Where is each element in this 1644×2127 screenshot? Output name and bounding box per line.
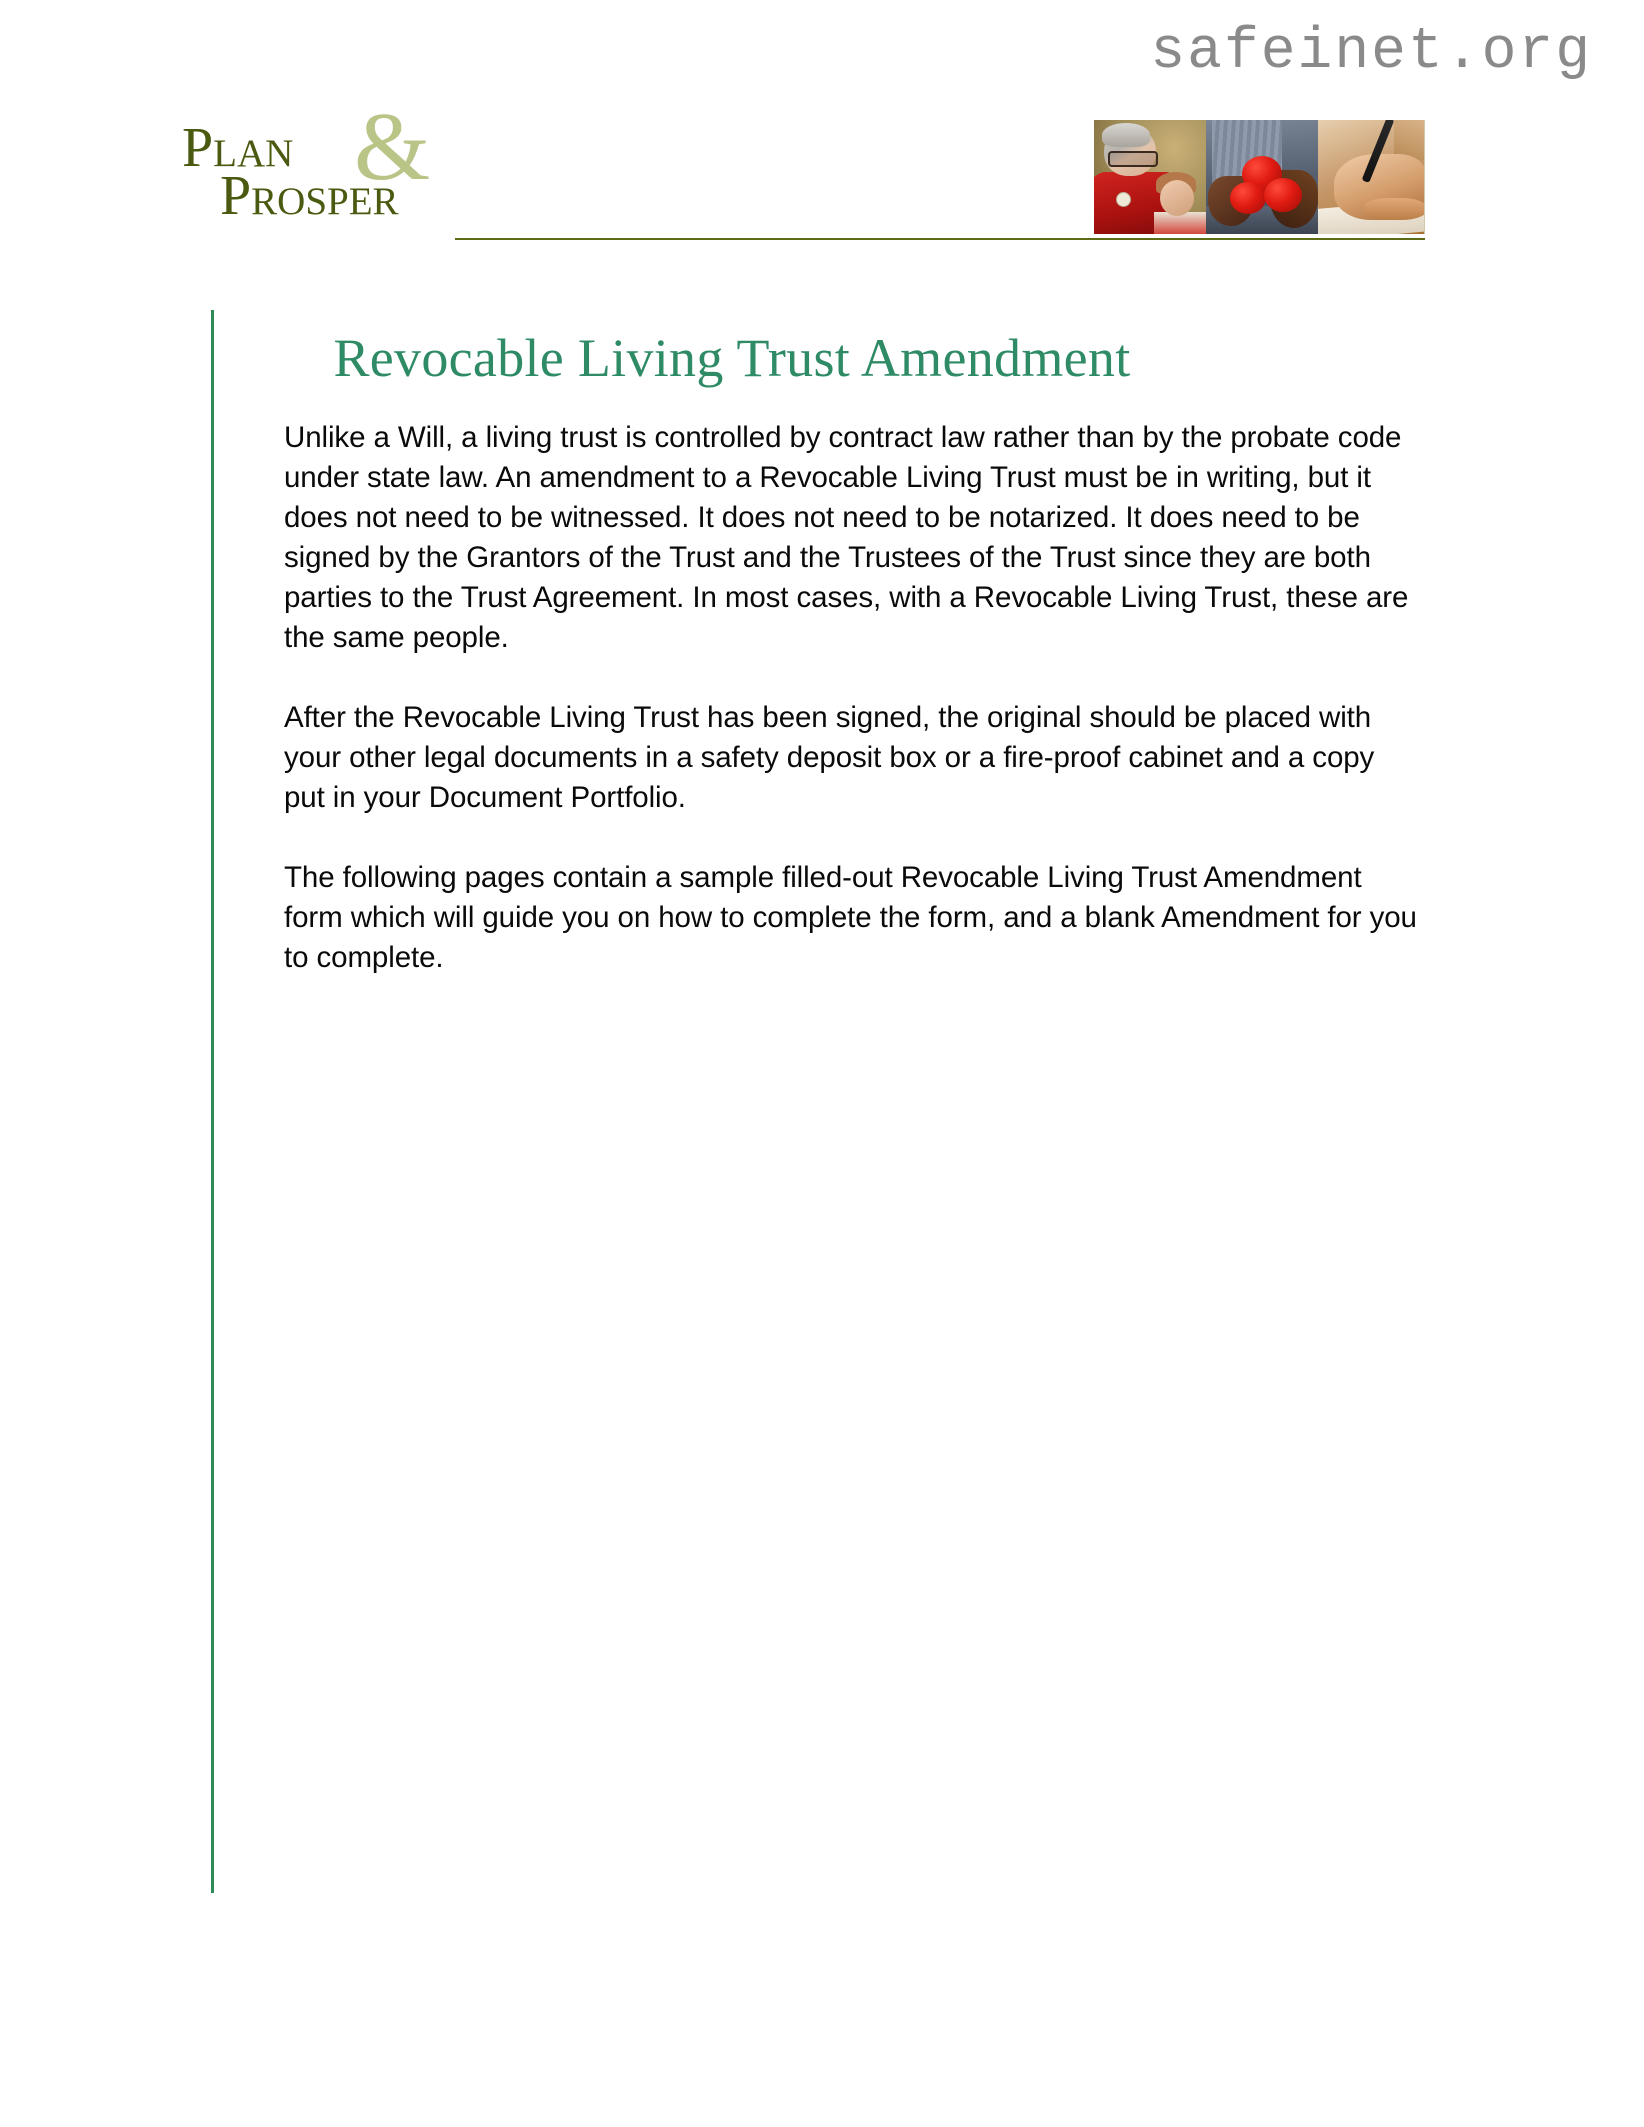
logo-word-plan: Plan bbox=[182, 117, 294, 179]
paragraph: Unlike a Will, a living trust is controlled by contract law rather than by the probate code under state law. An amendment to a Revocable Living Trust must be in writing, but it does not need to be witnessed. It does not need to be notarized. It does need to be signed by the Grantors of the Trust and the Trustees of the Trust since they are both parties to the Trust Agreement. In most cases, with a Revocable Living Trust, these are the same people. bbox=[284, 421, 1409, 654]
paragraph: After the Revocable Living Trust has been signed, the original should be placed with your other legal documents in a safety deposit box or a fire-proof cabinet and a copy put in your Document Portfolio. bbox=[284, 701, 1375, 814]
logo-ampersand-icon: & bbox=[354, 93, 431, 201]
site-watermark: safeinet.org bbox=[1150, 20, 1592, 85]
body-text bbox=[284, 418, 1420, 1018]
paragraph: The following pages contain a sample filled-out Revocable Living Trust Amendment form which will guide you on how to complete the form, and a blank Amendment for you to complete. bbox=[284, 861, 1417, 974]
logo-word-prosper: Prosper bbox=[220, 165, 399, 227]
page-title: Revocable Living Trust Amendment bbox=[333, 328, 1131, 388]
left-accent-rule bbox=[211, 310, 214, 1893]
